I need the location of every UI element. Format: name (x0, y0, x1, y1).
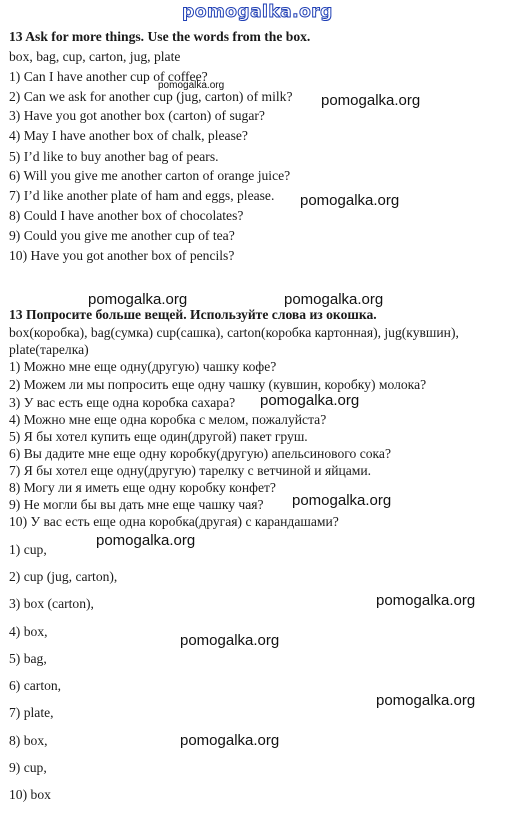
watermark-top: pomogalka.org (182, 2, 333, 22)
english-heading: 13 Ask for more things. Use the words from the box. (9, 29, 311, 44)
watermark-text: pomogalka.org (376, 692, 476, 709)
watermark-text: pomogalka.org (180, 632, 280, 649)
answer-item: 7) plate, (9, 705, 54, 720)
english-item: 9) Could you give me another cup of tea? (9, 228, 235, 243)
russian-item: 2) Можем ли мы попросить еще одну чашку (кувшин, коробку) молока? (9, 377, 427, 392)
english-item: 10) Have you got another box of pencils? (9, 248, 235, 263)
english-word-box: box, bag, cup, carton, jug, plate (9, 49, 181, 64)
russian-heading: 13 Попросите больше вещей. Используйте слова из окошка. (9, 307, 377, 322)
english-item: 5) I’d like to buy another bag of pears. (9, 149, 219, 164)
english-item: 4) May I have another box of chalk, please? (9, 128, 248, 143)
answer-item: 4) box, (9, 624, 48, 639)
russian-item: 3) У вас есть еще одна коробка сахара? (9, 395, 236, 410)
watermark-text: pomogalka.org (300, 192, 400, 209)
russian-word-box: box(коробка), bag(сумка) cup(сашка), carton(коробка картонная), jug(кувшин), (9, 325, 459, 340)
russian-item: 1) Можно мне еще одну(другую) чашку кофе? (9, 359, 277, 374)
russian-item: 8) Могу ли я иметь еще одну коробку конфет? (9, 480, 276, 495)
watermark-text: pomogalka.org (376, 592, 476, 609)
answer-item: 6) carton, (9, 678, 62, 693)
russian-item: 10) У вас есть еще одна коробка(другая) с карандашами? (9, 514, 339, 529)
watermark-text: pomogalka.org (260, 392, 360, 409)
answer-item: 10) box (9, 787, 51, 802)
russian-item: 4) Можно мне еще одна коробка с мелом, пожалуйста? (9, 412, 327, 427)
answer-item: 9) cup, (9, 760, 47, 775)
answer-item: 3) box (carton), (9, 596, 94, 611)
watermark-text: pomogalka.org (158, 80, 225, 91)
answer-item: 2) cup (jug, carton), (9, 569, 118, 584)
russian-word-box-cont: plate(тарелка) (9, 342, 89, 357)
watermark-text: pomogalka.org (96, 532, 196, 549)
russian-item: 5) Я бы хотел купить еще один(другой) пакет груш. (9, 429, 308, 444)
watermark-text: pomogalka.org (284, 291, 384, 308)
russian-item: 7) Я бы хотел еще одну(другую) тарелку с ветчиной и яйцами. (9, 463, 372, 478)
watermark-text: pomogalka.org (321, 92, 421, 109)
english-item: 7) I’d like another plate of ham and eggs, please. (9, 188, 275, 203)
answer-item: 5) bag, (9, 651, 47, 666)
english-item: 6) Will you give me another carton of orange juice? (9, 168, 291, 183)
answer-item: 1) cup, (9, 542, 47, 557)
watermark-text: pomogalka.org (88, 291, 188, 308)
watermark-text: pomogalka.org (292, 492, 392, 509)
english-item: 8) Could I have another box of chocolates? (9, 208, 244, 223)
english-item: 2) Can we ask for another cup (jug, carton) of milk? (9, 89, 293, 104)
answer-item: 8) box, (9, 733, 48, 748)
russian-item: 9) Не могли бы вы дать мне еще чашку чая? (9, 497, 264, 512)
watermark-text: pomogalka.org (180, 732, 280, 749)
english-item: 1) Can I have another cup of coffee? (9, 69, 208, 84)
russian-item: 6) Вы дадите мне еще одну коробку(другую) апельсинового сока? (9, 446, 391, 461)
english-item: 3) Have you got another box (carton) of sugar? (9, 108, 265, 123)
